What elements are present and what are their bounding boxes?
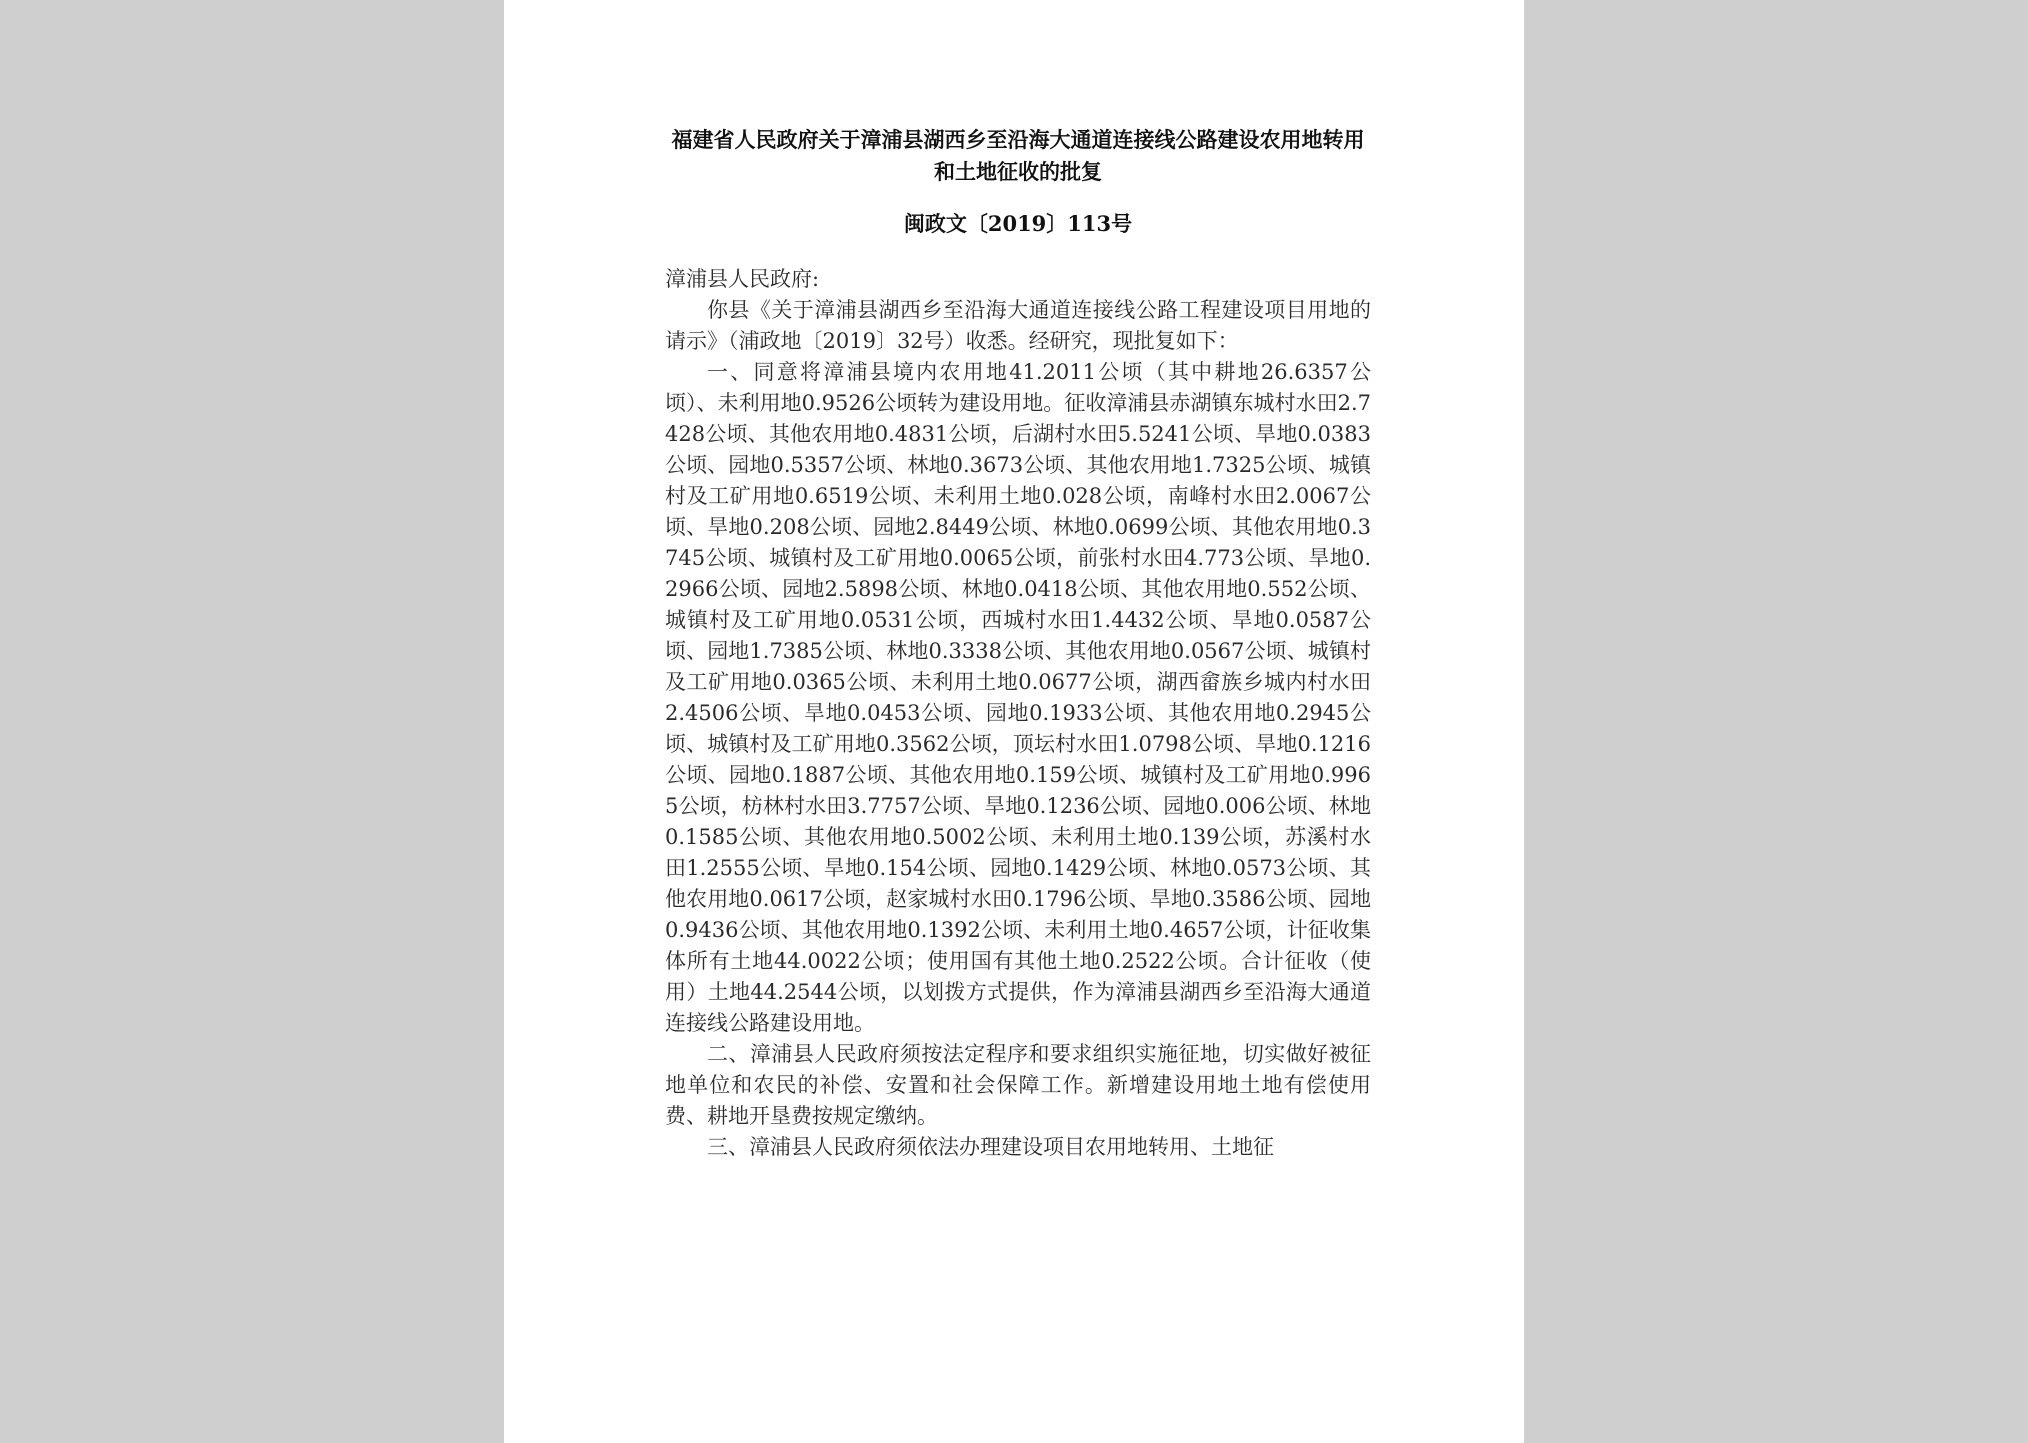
- paragraph-item-2: 二、漳浦县人民政府须按法定程序和要求组织实施征地，切实做好被征地单位和农民的补偿、安置和社会保障工作。新增建设用地土地有偿使用费、耕地开垦费按规定缴纳。: [665, 1042, 1371, 1128]
- document-page: [504, 0, 1524, 1443]
- paragraph-item-1: 一、同意将漳浦县境内农用地41.2011公顷（其中耕地26.6357公顷）、未利用地0.9526公顷转为建设用地。征收漳浦县赤湖镇东城村水田2.7428公顷、其他农用地0.4831公顷，后湖村水田5.5241公顷、旱地0.0383公顷、园地0.5357公顷、林地0.3673公顷、其他农用地1.7325公顷、城镇村及工矿用地0.6519公顷、未利用土地0.028公顷，南峰村水田2.0067公顷、旱地0.208公顷、园地2.8449公顷、林地0.0699公顷、其他农用地0.3745公顷、城镇村及工矿用地0.0065公顷，前张村水田4.773公顷、旱地0.2966公顷、园地2.5898公顷、林地0.0418公顷、其他农用地0.552公顷、城镇村及工矿用地0.0531公顷，西城村水田1.4432公顷、旱地0.0587公顷、园地1.7385公顷、林地0.3338公顷、其他农用地0.0567公顷、城镇村及工矿用地0.0365公顷、未利用土地0.0677公顷，湖西畲族乡城内村水田2.4506公顷、旱地0.0453公顷、园地0.1933公顷、其他农用地0.2945公顷、城镇村及工矿用地0.3562公顷，顶坛村水田1.0798公顷、旱地0.1216公顷、园地0.1887公顷、其他农用地0.159公顷、城镇村及工矿用地0.9965公顷，枋林村水田3.7757公顷、旱地0.1236公顷、园地0.006公顷、林地0.1585公顷、其他农用地0.5002公顷、未利用土地0.139公顷，苏溪村水田1.2555公顷、旱地0.154公顷、园地0.1429公顷、林地0.0573公顷、其他农用地0.0617公顷，赵家城村水田0.1796公顷、旱地0.3586公顷、园地0.9436公顷、其他农用地0.1392公顷、未利用土地0.4657公顷，计征收集体所有土地44.0022公顷；使用国有其他土地0.2522公顷。合计征收（使用）土地44.2544公顷，以划拨方式提供，作为漳浦县湖西乡至沿海大通道连接线公路建设用地。: [665, 360, 1371, 1035]
- document-number: 闽政文〔2019〕113号: [903, 211, 1133, 236]
- paragraph-intro: 你县《关于漳浦县湖西乡至沿海大通道连接线公路工程建设项目用地的请示》（浦政地〔2019〕32号）收悉。经研究，现批复如下：: [665, 298, 1371, 353]
- paragraph-item-3: 三、漳浦县人民政府须依法办理建设项目农用地转用、土地征: [707, 1135, 1274, 1159]
- salutation: 漳浦县人民政府:: [665, 267, 820, 291]
- document-title: 福建省人民政府关于漳浦县湖西乡至沿海大通道连接线公路建设农用地转用和土地征收的批复: [671, 127, 1365, 184]
- document-body: [665, 124, 1371, 1163]
